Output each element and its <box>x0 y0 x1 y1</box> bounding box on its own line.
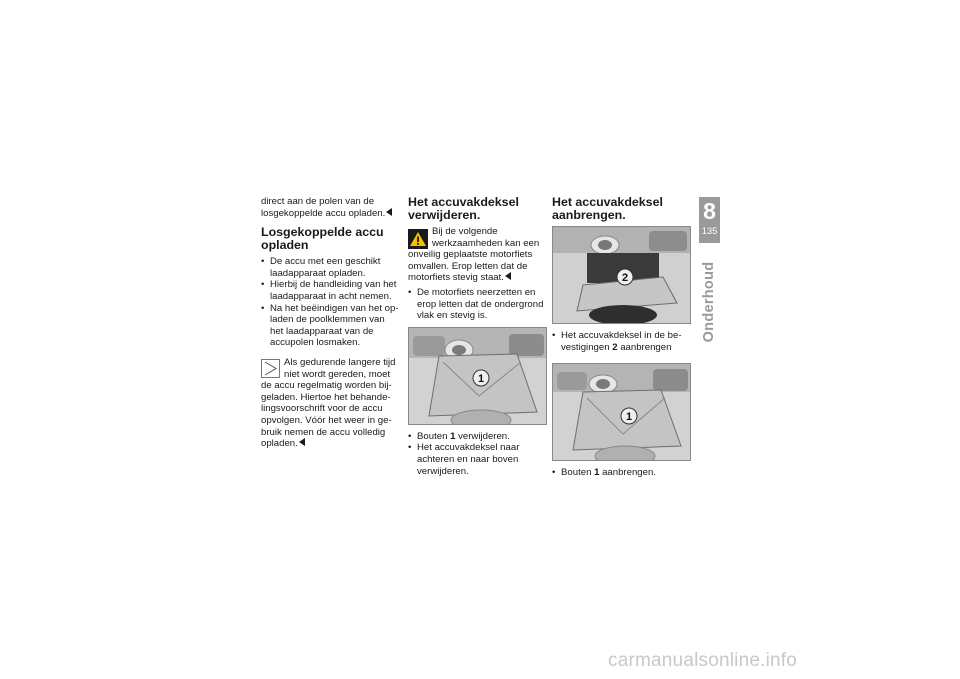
column-1 <box>261 196 399 450</box>
photo-callout-2: 2 <box>621 272 629 284</box>
end-marker-icon <box>505 272 511 280</box>
column-3 <box>552 196 692 479</box>
list-item: • Bouten 1 aanbrengen. <box>552 467 692 479</box>
bullet-list <box>261 256 399 349</box>
note-block <box>261 357 399 450</box>
list-item: • Hierbij de handleiding van het laadapparaat in acht nemen. <box>261 279 399 302</box>
end-marker-icon <box>299 438 305 446</box>
list-item: • Na het beëindigen van het opladen de poolklemmen van het laadapparaat van de accupolen losmaken. <box>261 303 399 349</box>
page-number: 135 <box>701 226 718 237</box>
note-text: Als gedurende langere tijd niet wordt gereden, moet de accu regelmatig worden bijgeladen. Hiertoe het behandelingsvoorschrift voor de accu opvolgen. Vóór het weer in gebruik nemen de accu volledig opladen. <box>261 356 396 450</box>
bullet-list <box>552 330 692 353</box>
photo-install-cover <box>552 226 691 324</box>
chapter-tab <box>699 197 720 243</box>
photo-callout-1: 1 <box>625 411 633 424</box>
end-marker-icon <box>386 208 392 216</box>
heading-install-cover: Het accuvakdeksel aanbrengen. <box>552 195 663 222</box>
photo-remove-cover <box>408 327 547 425</box>
footer-watermark: carmanualsonline.info <box>608 650 798 671</box>
chapter-label: Onderhoud <box>701 261 717 343</box>
warning-icon <box>408 229 428 249</box>
warning-text: Bij de volgende werkzaamheden kan een onveilig geplaatste motorfiets omvallen. Erop letten dat de motorfiets stevig staat. <box>408 226 540 284</box>
heading-charge-disconnected: Losgekoppelde accu opladen <box>261 225 384 253</box>
bullet-list <box>408 431 546 477</box>
chapter-number: 8 <box>703 198 716 224</box>
intro-text: direct aan de polen van de losgekoppelde accu opladen. <box>261 196 399 219</box>
list-item: • Het accuvakdeksel in de bevestigingen 2 aanbrengen <box>552 330 692 353</box>
bullet-list <box>408 287 546 322</box>
photo-install-bolts <box>552 363 691 461</box>
note-icon <box>261 359 280 378</box>
list-item: • Het accuvakdeksel naar achteren en naar boven verwijderen. <box>408 442 546 477</box>
list-item: • De motorfiets neerzetten en erop letten dat de ondergrond vlak en stevig is. <box>408 287 546 322</box>
warning-block <box>408 226 546 284</box>
list-item: • De accu met een geschikt laadapparaat opladen. <box>261 256 399 279</box>
bullet-list <box>552 467 692 479</box>
heading-remove-cover: Het accuvakdeksel verwijderen. <box>408 195 519 222</box>
list-item: • Bouten 1 verwijderen. <box>408 431 546 443</box>
photo-callout-1: 1 <box>477 372 485 385</box>
column-2 <box>408 196 546 477</box>
